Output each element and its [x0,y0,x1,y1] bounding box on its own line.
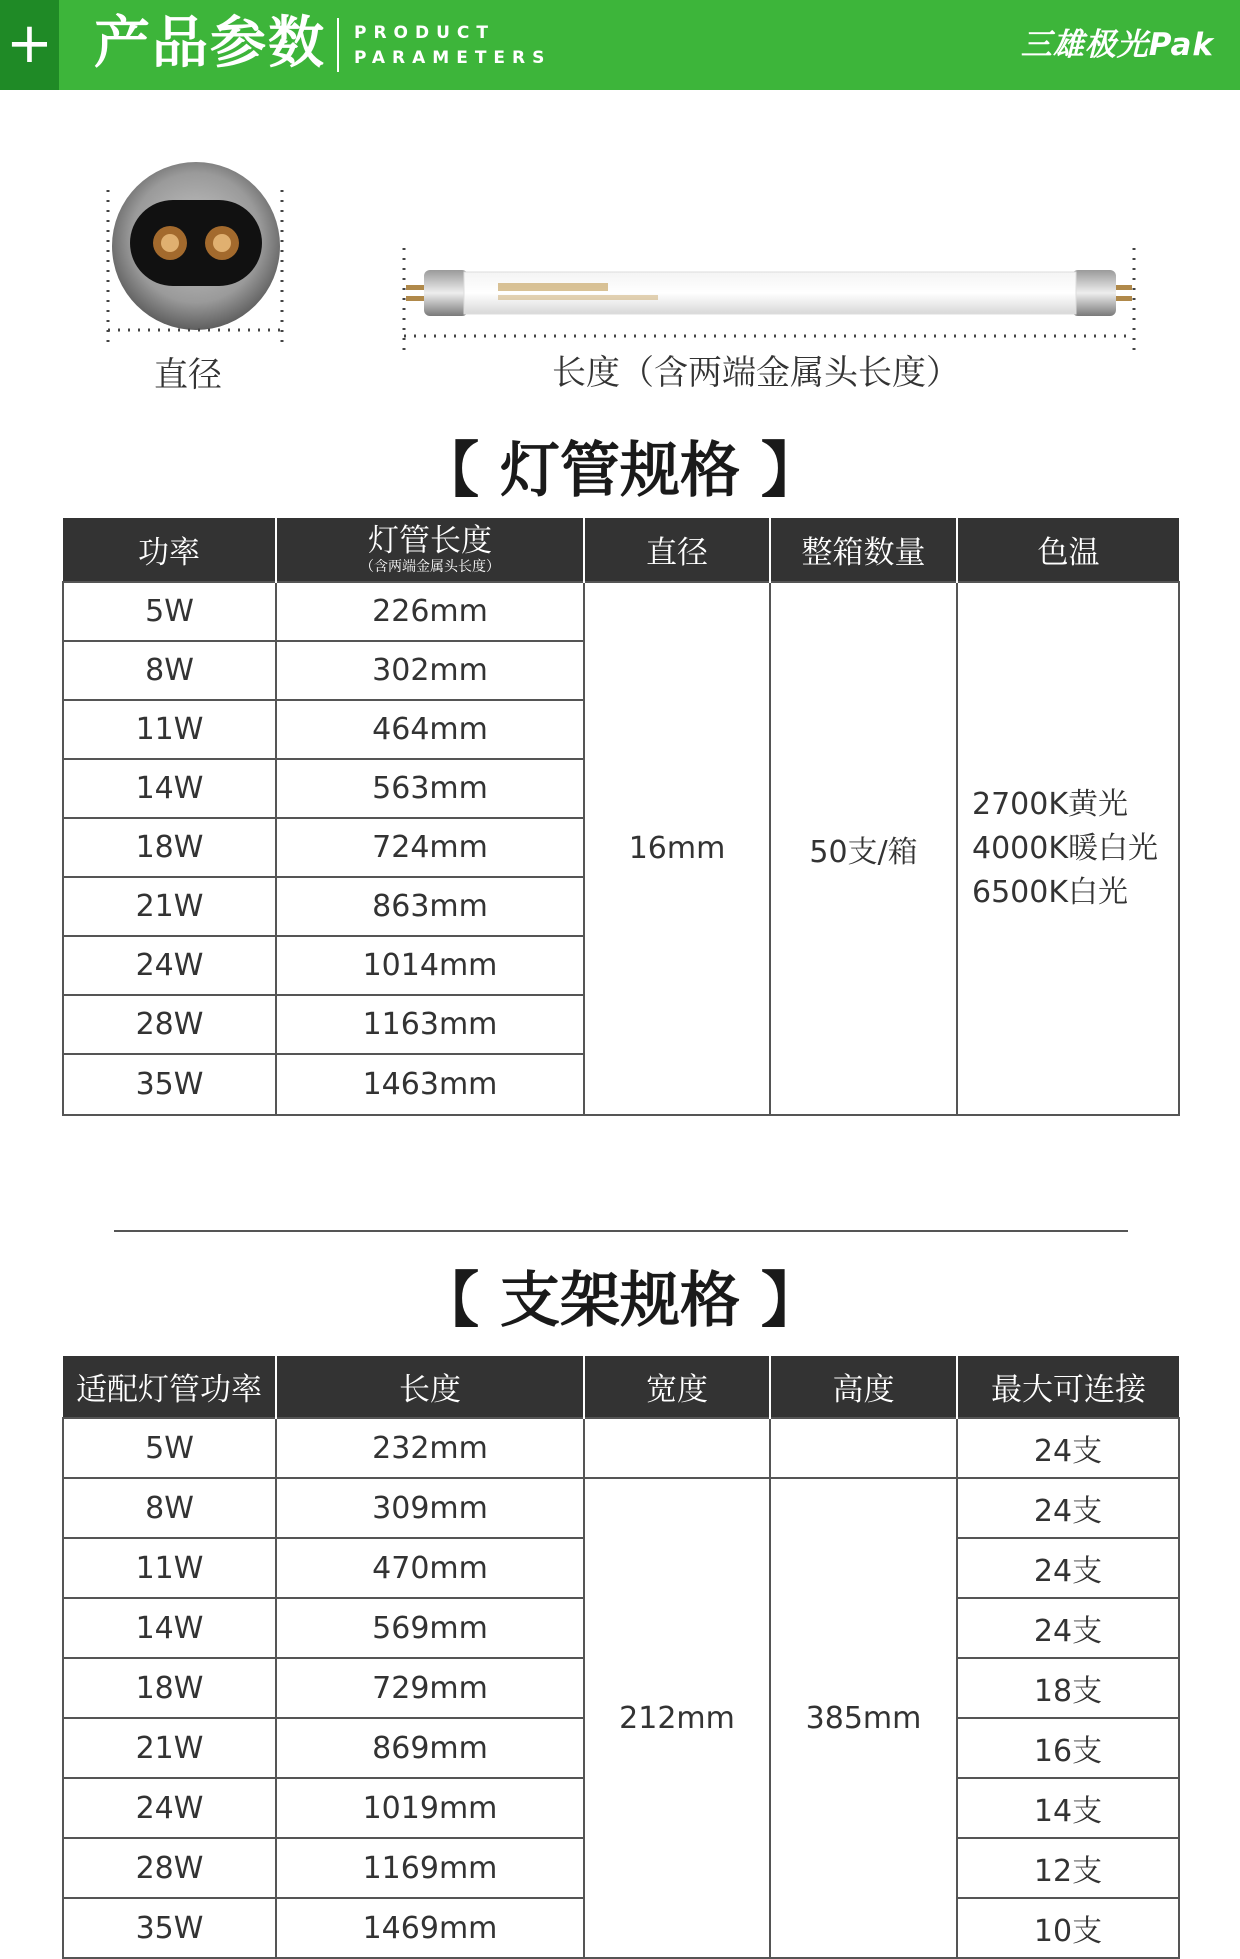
power-cell: 11W [63,700,276,759]
bracket-spec-table [62,1356,1180,1959]
height-cell: 385mm [770,1478,957,1958]
max-connect-cell: 24支 [957,1598,1179,1658]
brand-logo: 三雄极光Pak [1020,27,1214,63]
header-power: 功率 [63,518,276,582]
power-cell: 18W [63,1658,276,1718]
header-subtitle-line1: PRODUCT [354,23,495,43]
length-cell: 232mm [276,1418,584,1478]
length-cell: 1469mm [276,1898,584,1958]
power-cell: 5W [63,582,276,641]
plus-icon: + [0,0,59,90]
header-subtitle-line2: PARAMETERS [354,48,552,68]
height-cell-empty [770,1418,957,1478]
length-cell: 302mm [276,641,584,700]
header-height: 高度 [770,1356,957,1418]
length-cell: 1019mm [276,1778,584,1838]
length-cell: 309mm [276,1478,584,1538]
power-cell: 28W [63,1838,276,1898]
color-temp-6500k: 6500K白光 [972,874,1129,910]
length-cell: 563mm [276,759,584,818]
length-cell: 226mm [276,582,584,641]
power-cell: 24W [63,1778,276,1838]
bracket-spec-title: 【 支架规格 】 [419,1266,821,1336]
diameter-cell: 16mm [584,582,770,1115]
header-title: 产品参数 [94,11,326,76]
power-cell: 28W [63,995,276,1054]
length-cell: 863mm [276,877,584,936]
length-cell: 1463mm [276,1054,584,1115]
max-connect-cell: 10支 [957,1898,1179,1958]
table-row [63,1418,1179,1478]
header-width: 宽度 [584,1356,770,1418]
power-cell: 14W [63,759,276,818]
width-cell: 212mm [584,1478,770,1958]
power-cell: 21W [63,877,276,936]
header-color-temp: 色温 [957,518,1179,582]
max-connect-cell: 24支 [957,1538,1179,1598]
header-tube-length-note: （含两端金属头长度） [360,558,500,575]
header-adapted-power: 适配灯管功率 [63,1356,276,1418]
length-caption: 长度（含两端金属头长度） [552,353,960,393]
color-temp-4000k: 4000K暖白光 [972,830,1159,866]
power-cell: 8W [63,1478,276,1538]
max-connect-cell: 24支 [957,1478,1179,1538]
header-tube-length-label: 灯管长度 [368,522,492,559]
power-cell: 14W [63,1598,276,1658]
power-cell: 35W [63,1898,276,1958]
power-cell: 11W [63,1538,276,1598]
power-cell: 24W [63,936,276,995]
max-connect-cell: 12支 [957,1838,1179,1898]
length-cell: 464mm [276,700,584,759]
color-temp-2700k: 2700K黄光 [972,786,1129,822]
length-cell: 729mm [276,1658,584,1718]
header-diameter: 直径 [584,518,770,582]
width-cell-empty [584,1418,770,1478]
length-cell: 1014mm [276,936,584,995]
power-cell: 21W [63,1718,276,1778]
table-row [63,1478,1179,1538]
tube-spec-title: 【 灯管规格 】 [419,436,821,506]
max-connect-cell: 18支 [957,1658,1179,1718]
box-qty-cell: 50支/箱 [770,582,957,1115]
length-cell: 869mm [276,1718,584,1778]
diameter-caption: 直径 [154,355,222,395]
power-cell: 35W [63,1054,276,1115]
power-cell: 8W [63,641,276,700]
header-max-connect: 最大可连接 [957,1356,1179,1418]
length-cell: 470mm [276,1538,584,1598]
header-box-qty: 整箱数量 [770,518,957,582]
power-cell: 5W [63,1418,276,1478]
length-cell: 724mm [276,818,584,877]
length-cell: 1169mm [276,1838,584,1898]
length-cell: 569mm [276,1598,584,1658]
header-length: 长度 [276,1356,584,1418]
length-cell: 1163mm [276,995,584,1054]
power-cell: 18W [63,818,276,877]
max-connect-cell: 14支 [957,1778,1179,1838]
table-header-row [63,1356,1179,1418]
max-connect-cell: 24支 [957,1418,1179,1478]
max-connect-cell: 16支 [957,1718,1179,1778]
